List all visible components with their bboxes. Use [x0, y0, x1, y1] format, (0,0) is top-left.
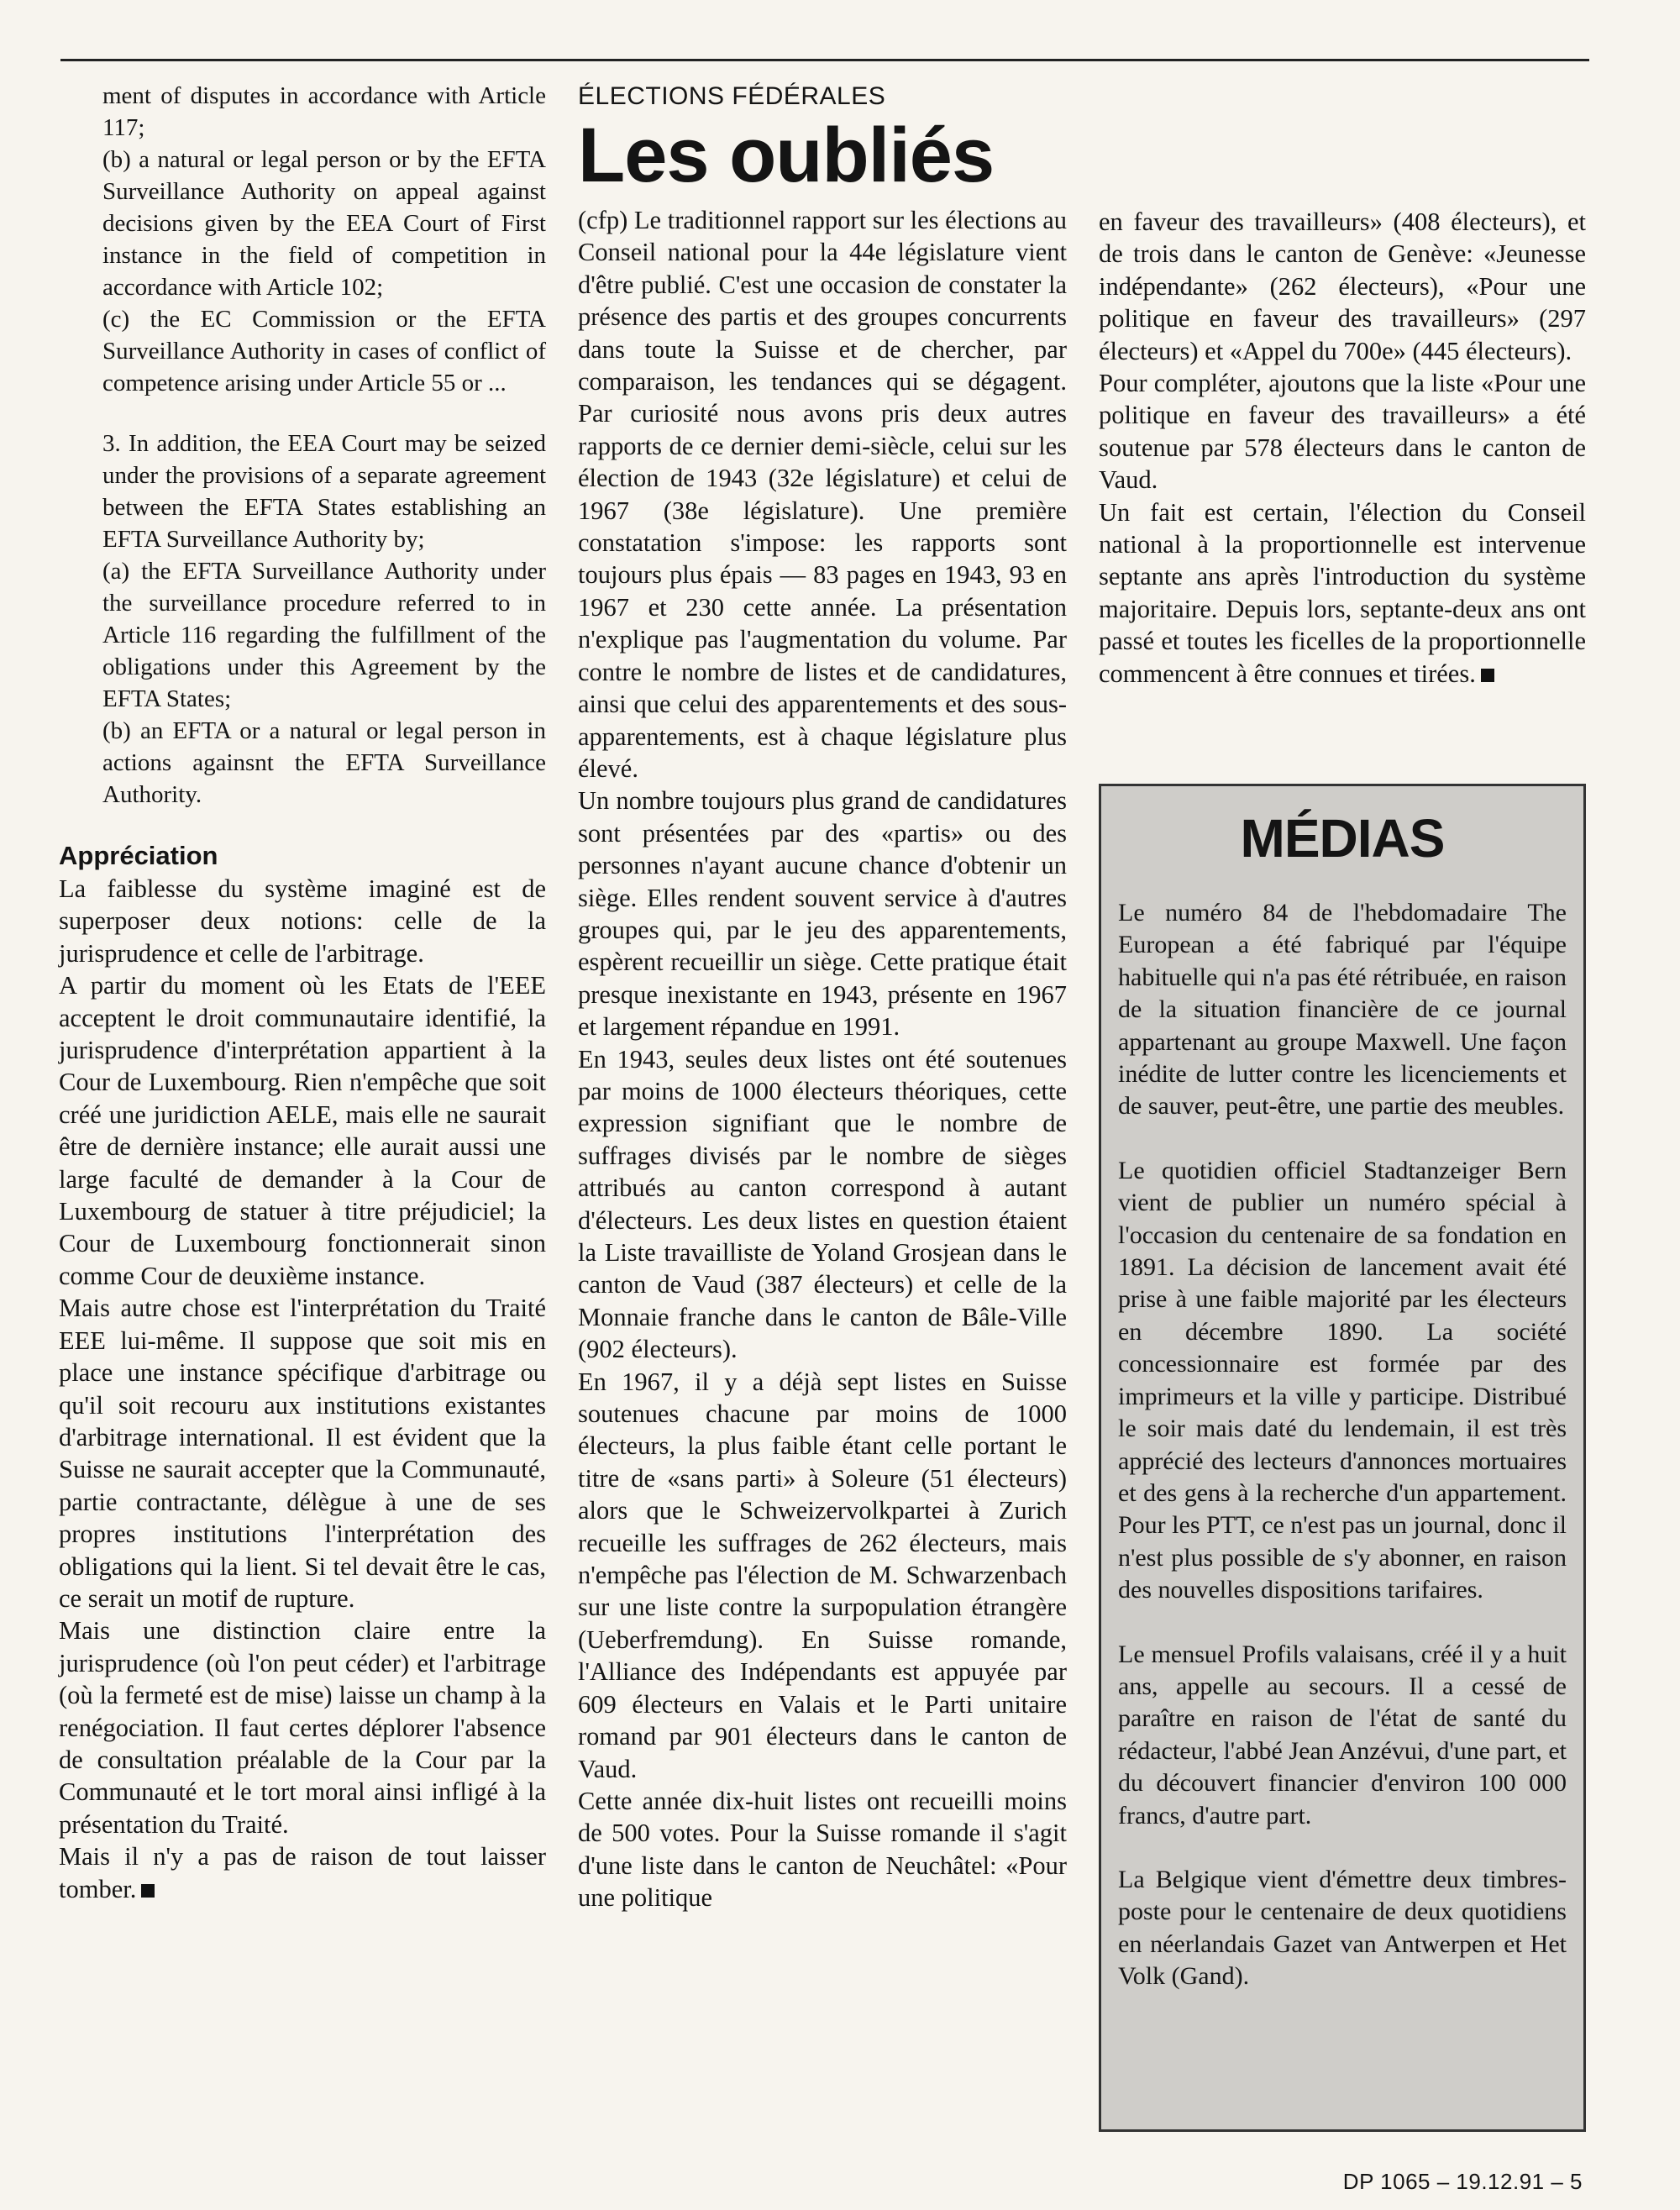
end-mark-icon	[141, 1884, 155, 1898]
article-title: Les oubliés	[578, 113, 995, 198]
body-paragraph	[59, 1840, 546, 1905]
top-rule	[60, 59, 1589, 61]
article-paragraph: Un nombre toujours plus grand de candidatures sont présentées par des «partis» ou des personnes n'ayant aucune chance d'obtenir un siège. Elles rendent souvent service à d'autres groupes qui, par le jeu des apparentements, espèrent recueillir un siège. Cette pratique était presque inexistante en 1943, présente en 1967 et largement répandue en 1991.	[578, 786, 1067, 1042]
quote-paragraph: (b) an EFTA or a natural or legal person in actions againsnt the EFTA Surveillance Authority.	[102, 717, 546, 808]
medias-paragraph: Le mensuel Profils valaisans, créé il y a huit ans, appelle au secours. Il a cessé de paraître en raison de l'état de santé du rédacteur, l'abbé Jean Anzévui, d'une part, et du découvert financier d'environ 100 000 francs, d'autre part.	[1118, 1640, 1567, 1829]
quote-paragraph: (b) a natural or legal person or by the EFTA Surveillance Authority on appeal against decisions given by the EEA Court of First instance in the field of competition in accordance with Article 102;	[102, 146, 546, 301]
quote-paragraph: 3. In addition, the EEA Court may be seized under the provisions of a separate agreement between the EFTA States establishing an EFTA Surveillance Authority by;	[102, 430, 546, 553]
body-paragraph-text: Mais il n'y a pas de raison de tout laisser tomber.	[59, 1842, 546, 1903]
body-paragraph: A partir du moment où les Etats de l'EEE acceptent le droit communautaire identifié, la jurisprudence d'interprétation appartient à la Cour de Luxembourg. Rien n'empêche que soit créé une juridiction AELE, mais elle ne saurait être de dernière instance; elle aurait aussi une large faculté de demander à la Cour de Luxembourg de statuer à titre préjudiciel; la Cour de Luxembourg fonctionnerait sinon comme Cour de deuxième instance.	[59, 971, 546, 1290]
article-paragraph	[1099, 496, 1586, 690]
medias-title: MÉDIAS	[1240, 808, 1445, 869]
article-paragraph-text: Un fait est certain, l'élection du Conseil national à la proportionnelle est intervenue septante ans après l'introduction du système majoritaire. Depuis lors, septante-deux ans ont passé et toutes les ficelles de la proportionnelle commencent à être connues et tirées.	[1099, 497, 1586, 688]
article-paragraph: En 1943, seules deux listes ont été soutenues par moins de 1000 électeurs théoriques, cette expression signifiant que le nombre de suffrages divisés par le nombre de sièges attribués au canton correspond à autant d'électeurs. Les deux listes en question étaient la Liste travailliste de Yoland Grosjean dans le canton de Vaud (387 électeurs) et celle de la Monnaie franche dans le canton de Bâle-Ville (902 électeurs).	[578, 1044, 1067, 1364]
body-paragraph: La faiblesse du système imaginé est de superposer deux notions: celle de la jurisprudence et celle de l'arbitrage.	[59, 874, 546, 968]
column-article-start	[578, 80, 1067, 1914]
body-paragraph: Mais une distinction claire entre la jurisprudence (où l'on peut céder) et l'arbitrage (où la fermeté est de mise) laisse un champ à la renégociation. Il faut certes déplorer l'absence de consultation préalable de la Cour par la Communauté et le tort moral ainsi infligé à la présentation du Traité.	[59, 1616, 546, 1839]
article-paragraph: Cette année dix-huit listes ont recueilli moins de 500 votes. Pour la Suisse romande il s'agit d'une liste dans le canton de Neuchâtel: «Pour une politique	[578, 1786, 1067, 1913]
end-mark-icon	[1481, 669, 1494, 682]
article-kicker: ÉLECTIONS FÉDÉRALES	[578, 82, 886, 110]
quoted-treaty-excerpt	[102, 80, 546, 811]
article-paragraph: en faveur des travailleurs» (408 électeurs), et de trois dans le canton de Genève: «Jeunesse indépendante» (262 électeurs), «Pour une politique en faveur des travailleurs» (297 électeurs) et «Appel du 700e» (445 électeurs).	[1099, 207, 1586, 365]
quote-paragraph: (a) the EFTA Surveillance Authority under the surveillance procedure referred to in Article 116 regarding the fulfillment of the obligations under this Agreement by the EFTA States;	[102, 558, 546, 712]
article-paragraph: En 1967, il y a déjà sept listes en Suisse soutenues chacune par moins de 1000 électeurs, la plus faible étant celle portant le titre de «sans parti» à Soleure (51 électeurs) alors que le Schweizervolkpartei à Zurich recueille les suffrages de 262 électeurs, mais n'empêche pas l'élection de M. Schwarzenbach sur une liste contre la surpopulation étrangère (Ueberfremdung). En Suisse romande, l'Alliance des Indépendants est appuyée par 609 électeurs en Valais et le Parti unitaire romand par 901 électeurs dans le canton de Vaud.	[578, 1367, 1067, 1783]
medias-paragraph: Le numéro 84 de l'hebdomadaire The European a été fabriqué par l'équipe habituelle qui n'a pas été rétribuée, en raison de la situation financière de ce journal appartenant au groupe Maxwell. Une façon inédite de lutter contre les licenciements et de sauver, peut-être, une partie des meubles.	[1118, 899, 1567, 1121]
quote-paragraph: ment of disputes in accordance with Article 117;	[102, 82, 546, 141]
quote-paragraph: (c) the EC Commission or the EFTA Surveillance Authority in cases of conflict of competence arising under Article 55 or ...	[102, 306, 546, 396]
column-treaty-text	[59, 80, 546, 1905]
column-article-end	[1099, 206, 1586, 690]
medias-box	[1099, 784, 1586, 2132]
section-heading: Appréciation	[59, 841, 218, 870]
article-paragraph: (cfp) Le traditionnel rapport sur les élections au Conseil national pour la 44e législature vient d'être publié. C'est une occasion de constater la présence des partis et des groupes concurrents dans toute la Suisse et de chercher, par comparaison, les tendances qui se dégagent. Par curiosité nous avons pris deux autres rapports de ce dernier demi-siècle, celui sur les élection de 1943 (32e législature) et celui de 1967 (38e législature). Une première constatation s'impose: les rapports sont toujours plus épais — 83 pages en 1943, 93 en 1967 et 230 cette année. La présentation n'explique pas l'augmentation du volume. Par contre le nombre de listes et de candidatures, ainsi que celui des apparentements et des sous-apparentements, est à chaque législature plus élevé.	[578, 206, 1067, 783]
medias-paragraph: Le quotidien officiel Stadtanzeiger Bern vient de publier un numéro spécial à l'occasion du centenaire de sa fondation en 1891. La décision de lancement avait été prise à une faible majorité par les électeurs en décembre 1890. La société concessionnaire est formée par des imprimeurs et la ville y participe. Distribué le soir mais daté du lendemain, il est très apprécié des lecteurs d'annonces mortuaires et des gens à la recherche d'un appartement. Pour les PTT, ce n'est pas un journal, donc il n'est plus possible de s'y abonner, en raison des nouvelles dispositions tarifaires.	[1118, 1156, 1567, 1604]
article-paragraph: Pour compléter, ajoutons que la liste «Pour une politique en faveur des travailleurs» a été soutenue par 578 électeurs dans le canton de Vaud.	[1099, 369, 1586, 495]
body-paragraph: Mais autre chose est l'interprétation du Traité EEE lui-même. Il suppose que soit mis en place une instance spécifique d'arbitrage ou qu'il soit recouru aux institutions existantes d'arbitrage international. Il est évident que la Suisse ne saurait accepter que la Communauté, partie contractante, délègue à une de ses propres institutions l'interprétation des obligations qui la lient. Si tel devait être le cas, ce serait un motif de rupture.	[59, 1294, 546, 1613]
page-footer: DP 1065 – 19.12.91 – 5	[1342, 2169, 1583, 2194]
medias-paragraph: La Belgique vient d'émettre deux timbres-poste pour le centenaire de deux quotidiens en néerlandais Gazet van Antwerpen et Het Volk (Gand).	[1118, 1865, 1567, 1991]
